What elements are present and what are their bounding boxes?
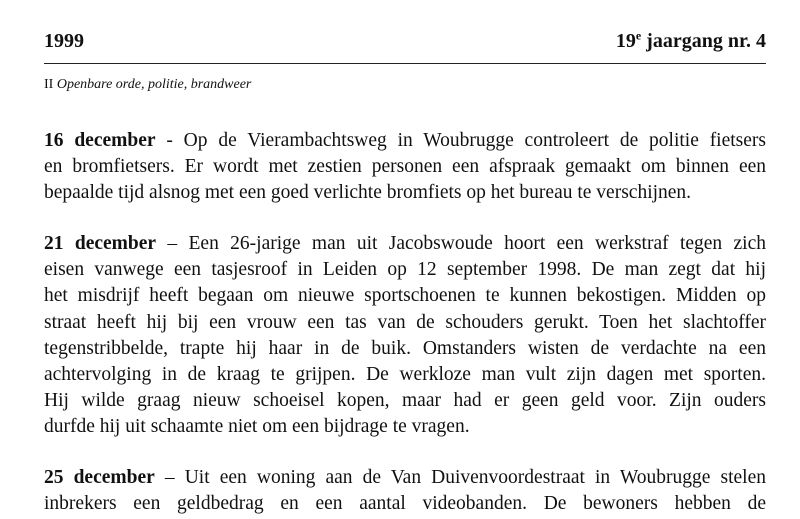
header-divider bbox=[44, 63, 766, 64]
volume-superscript: e bbox=[635, 28, 642, 43]
entry-line: Hij wilde graag nieuw schoeisel kopen, maar had er geen geld voor. Zijn ouders bbox=[44, 390, 766, 412]
header-volume bbox=[616, 30, 766, 53]
entry-separator: - bbox=[155, 130, 184, 151]
entry-date: 21 december bbox=[44, 233, 157, 254]
entry-date: 16 december bbox=[44, 130, 156, 151]
entry-line: tegenstribbelde, trapte hij haar in de buik. Omstanders wisten de verdachte na een bbox=[44, 337, 766, 359]
entry-line: het misdrijf heeft begaan om nieuwe sportschoenen te kunnen bekostigen. Midden op bbox=[44, 285, 766, 307]
entry-line: bepaalde tijd alsnog met een goed verlichte bromfiets op het bureau te verschijnen. bbox=[44, 182, 692, 204]
chronicle-entry bbox=[44, 128, 766, 207]
entry-separator: – bbox=[156, 233, 189, 254]
entry-line: achtervolging in de kraag te grijpen. De werkloze man vult zijn dagen met sporten. bbox=[44, 363, 766, 385]
entry-text: Op de Vierambachtsweg in Woubrugge controleert de politie fietsers bbox=[183, 130, 766, 151]
entry-line: inbrekers een geldbedrag en een aantal videobanden. De bewoners hebben de bbox=[44, 493, 766, 515]
section-title: Openbare orde, politie, brandweer bbox=[56, 77, 252, 92]
section-numeral: II bbox=[44, 77, 54, 92]
section-heading bbox=[44, 77, 251, 93]
entry-line: durfde hij uit schaamte niet om een bijdrage te vragen. bbox=[44, 416, 470, 438]
entry-text: Een 26-jarige man uit Jacobswoude hoort een werkstraf tegen zich bbox=[188, 233, 766, 254]
header-year: 1999 bbox=[44, 30, 84, 52]
running-header bbox=[44, 30, 766, 58]
entry-date: 25 december bbox=[44, 467, 155, 488]
entry-separator: – bbox=[154, 467, 185, 488]
entry-line: eisen vanwege een tasjesroof in Leiden op 12 september 1998. De man zegt dat hij bbox=[44, 259, 766, 281]
entry-line bbox=[44, 231, 766, 257]
chronicle-entry bbox=[44, 231, 766, 441]
volume-label: jaargang nr. 4 bbox=[641, 30, 766, 52]
chronicle-entry bbox=[44, 465, 766, 517]
entry-line: en bromfietsers. Er wordt met zestien personen een afspraak gemaakt om binnen een bbox=[44, 156, 766, 178]
volume-number: 19 bbox=[615, 30, 636, 52]
entry-line bbox=[44, 465, 766, 491]
entry-line bbox=[44, 128, 766, 154]
entry-line: straat heeft hij bij een vrouw een tas van de schouders gerukt. Toen het slachtoffer bbox=[44, 311, 766, 333]
entry-text: Uit een woning aan de Van Duivenvoordestraat in Woubrugge stelen bbox=[184, 467, 766, 488]
